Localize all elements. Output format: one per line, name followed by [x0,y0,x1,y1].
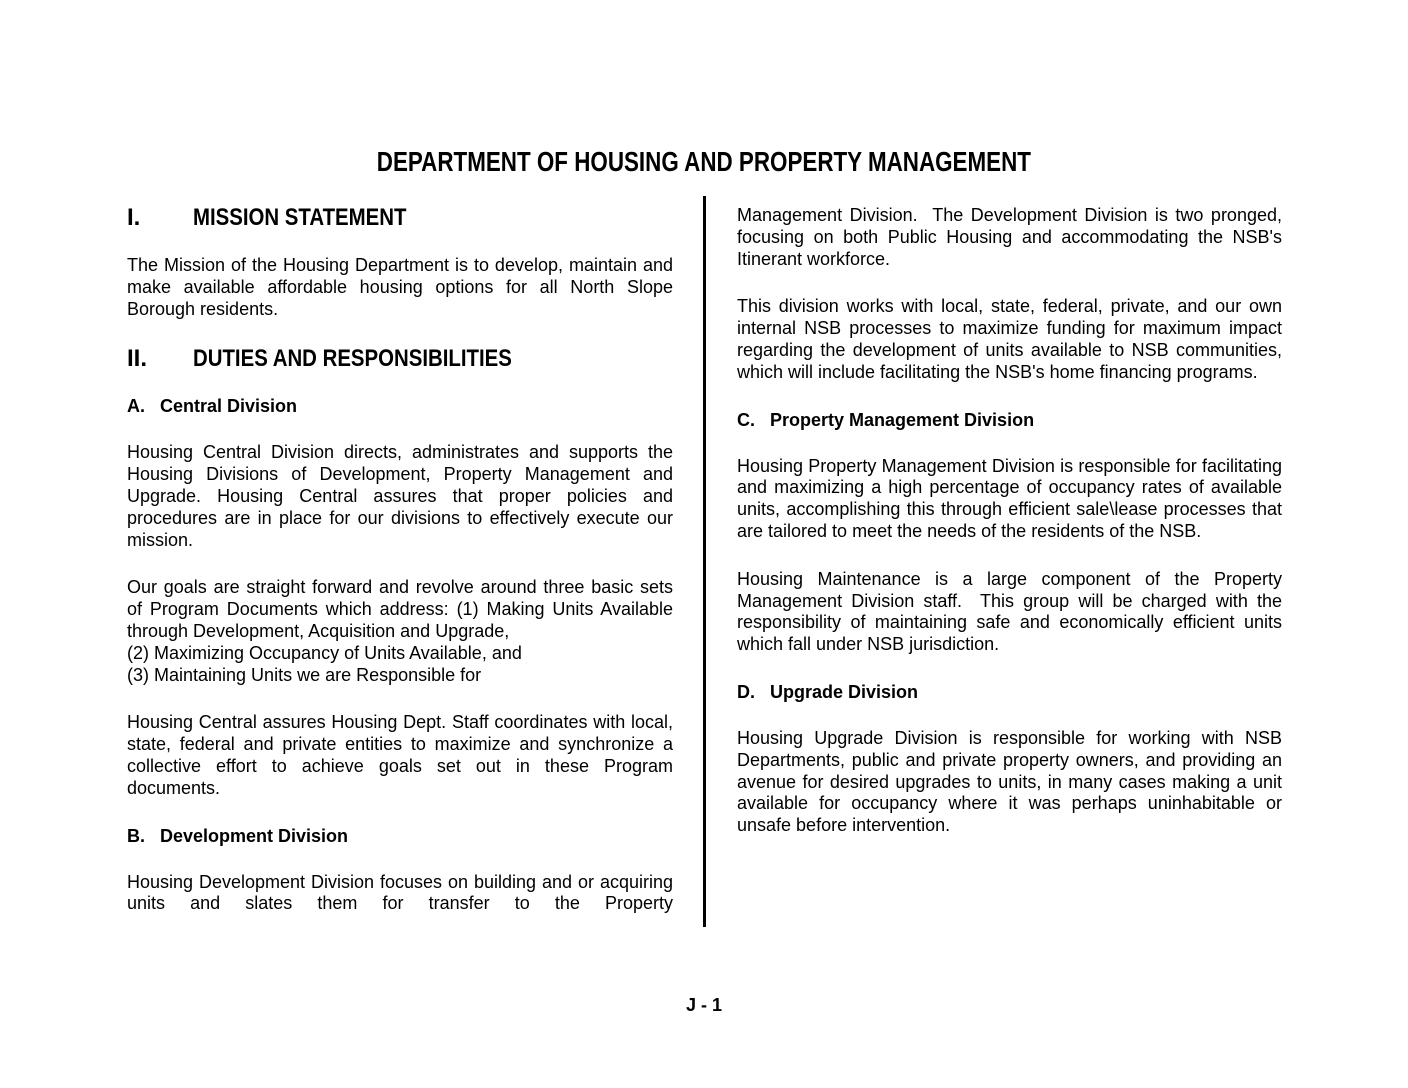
page-title-text: DEPARTMENT OF HOUSING AND PROPERTY MANAGEMENT [376,146,1032,177]
section-numeral: II. [127,345,148,373]
property-paragraph-1: Housing Property Management Division is responsible for facilitating and maximizing a high percentage of occupancy rates of available units, accomplishing this through efficient sale\lease processes that are tailored to meet the needs of the residents of the NSB. [737,455,1282,541]
left-column [127,205,673,941]
subsection-heading-text: Central Division [160,396,298,417]
central-goal-3: (3) Maintaining Units we are Responsible for [127,664,482,685]
page-number: J - 1 [685,995,723,1015]
central-paragraph-3: Housing Central assures Housing Dept. Staff coordinates with local, state, federal and private entities to maximize and synchronize a collective effort to achieve goals set out in these Program documents. [127,712,673,798]
section-numeral: I. [127,204,141,231]
central-paragraph-1: Housing Central Division directs, administrates and supports the Housing Divisions of Development, Property Management and Upgrade. Housing Central assures that proper policies and procedures are in place for our divisions to effectively execute our mission. [127,442,673,550]
page-title [0,146,1408,178]
right-column [737,205,1282,863]
central-goals-intro: Our goals are straight forward and revolve around three basic sets of Program Documents which address: (1) Making Units Available through Development, Acquisition and Upgrade, [127,577,673,641]
property-paragraph-2: Housing Maintenance is a large component of the Property Management Division staff. This group will be charged with the responsibility of maintaining safe and economically efficient units which fall under NSB jurisdiction. [737,568,1282,655]
central-goal-2: (2) Maximizing Occupancy of Units Available, and [127,642,522,663]
subsection-heading-text: Development Division [160,825,349,846]
subsection-label: C. [737,409,755,430]
subsection-heading-text: Property Management Division [770,409,1035,430]
development-paragraph-left: Housing Development Division focuses on building and or acquiring units and slates them for transfer to the Property [127,871,673,914]
subsection-heading-text: Upgrade Division [770,681,919,702]
subsection-label: D. [737,681,755,702]
subsection-label: B. [127,825,145,846]
column-divider [703,196,706,927]
section-heading-mission [127,205,673,231]
upgrade-paragraph-1: Housing Upgrade Division is responsible for working with NSB Departments, public and private property owners, and providing an avenue for desired upgrades to units, in many cases making a unit available for occupancy where it was perhaps uninhabitable or unsafe before intervention. [737,727,1282,836]
section-heading-text: DUTIES AND RESPONSIBILITIES [193,345,512,373]
subsection-heading-development [127,826,673,846]
section-heading-duties [127,346,673,372]
development-paragraph-continued: Management Division. The Development Division is two pronged, focusing on both Public Housing and accommodating the NSB's Itinerant workforce. [737,205,1282,269]
subsection-heading-central [127,396,673,416]
development-paragraph-2: This division works with local, state, federal, private, and our own internal NSB processes to maximize funding for maximum impact regarding the development of units available to NSB communities, which will include facilitating the NSB's home financing programs. [737,296,1282,382]
subsection-heading-upgrade [737,682,1282,702]
central-goals-block [127,577,673,686]
subsection-label: A. [127,396,145,417]
subsection-heading-property [737,410,1282,430]
section-heading-text: MISSION STATEMENT [193,204,407,231]
mission-paragraph: The Mission of the Housing Department is to develop, maintain and make available affordable housing options for all North Slope Borough residents. [127,255,673,319]
